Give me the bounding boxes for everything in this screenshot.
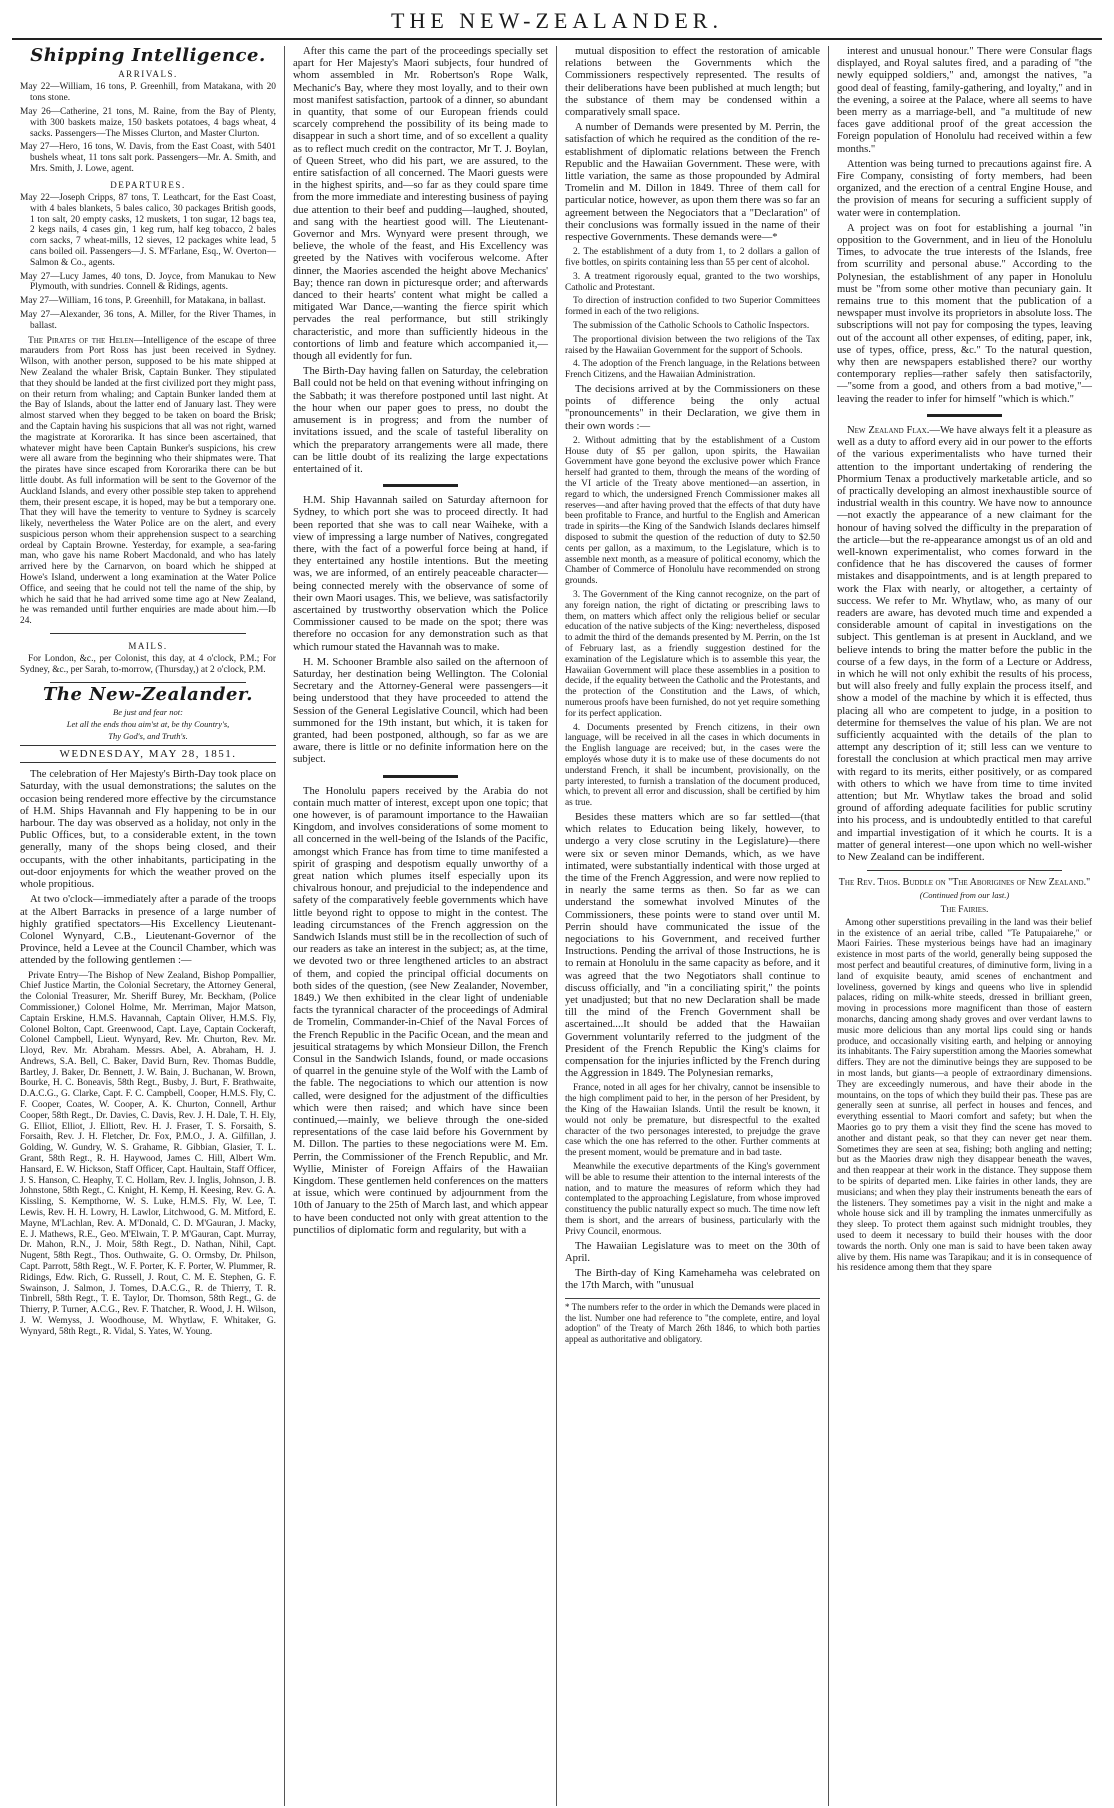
divider (50, 682, 246, 683)
departures-list (20, 193, 276, 332)
divider (867, 870, 1062, 871)
departure-item: May 22—Joseph Cripps, 87 tons, T. Leathcart, for the East Coast, with 4 bales blankets, 5 bales calico, 30 packages British goods, 1 ton salt, 20 empty casks, 12 muskets, 1 ton sugar, 12 bags tea, 2 kegs nails, 4 cases gin, 1 keg rum, half keg tobacco, 2 bales corn sacks, 7 wheat-mills, 12 sieves, 12 packages white lead, 5 cans boiled oil. Passengers—J. S. M'Farlane, Esq., W. Overton—Salmon & Co., agents. (20, 192, 276, 268)
demands-list: 2. The establishment of a duty from 1, to 2 dollars a gallon of five bottles, on spirits containing less than 55 per cent of alcohol. 3. A treatment rigorously equal, granted to the two worships, Catholic and Protestant. To direction of instruction confided to two Superior Committees formed in each of the two religions. The submission of the Catholic Schools to Catholic Inspectors. The proportional division between the two religions of the Tax raised by the Hawaiian Government for the support of Schools. 4. The adoption of the French language, in the Relations between French Citizens, and the Hawaiian Administration. (565, 247, 820, 381)
arrivals-list (20, 82, 276, 174)
mails-text: For London, &c., per Colonist, this day, at 4 o'clock, P.M.; For Sydney, &c., per Sarah, to-morrow, (Thursday,) at 2 o'clock, P.M. (20, 654, 276, 676)
arrival-item: May 26—Catherine, 21 tons, M. Raine, from the Bay of Plenty, with 300 baskets maize, 150 baskets potatoes, 4 bags wheat, 4 sacks. Passengers—The Misses Clurton, and Master Clurton. (20, 107, 276, 139)
fairies-heading: The Fairies. (940, 904, 989, 915)
fairies-text: Among other superstitions prevailing in the land was their belief in the existence of an aerial tribe, called "Te Patupaiarehe," or Maori Fairies. These mysterious beings have had an imaginary existence in most parts of the world, generally being supposed the most perfect and beautiful creatures, of diminutive form, living in a land of exquisite beauty, amid scenes of enchantment and loveliness, governed by kings and queens who live in splendid palaces, riding on milk-white steeds, dressed in brilliant green, moving in processions more magnificent than those of eastern monarchs, dancing among shady groves and over verdant lawns to music more delicious than any mortal lips could sing or hands produce, and occasionally visiting earth, and helping or annoying its inhabitants. The Fairy superstition among the Maories somewhat differs. They are not the diminutive beings they are supposed to be in most lands, but giants—a people of extraordinary dimensions. They are exceedingly numerous, and have their abode in the mountains, on the tops of which they build their pas. These pas are generally seen at sunrise, all perfect in houses and fences, and everything essential to Maori comfort and safety; but when the Maories go to pry them a visit they find the scene has moved to another and distant peak, so that they can never get near them. Sometimes they are seen at sea, fishing; both angling and netting; but as the Maories draw nigh they disappear beneath the waves, and then reappear at their work in the distance. They suppose them to be spirits of departed men. Like fairies in other lands, they are musicians; and when they play their instruments beneath the ears of the listeners. They sometimes pay a visit in the night and make a whole house sick and ill by trampling the inmates unmercifully as they sleep. To protect them against such midnight troubles, they used to deem it necessary to build their houses with the door towards the north. Only one man is said to have been taken away alive by them. His name was Tarapikau; and it is in consequence of his residence among them that they spare (837, 917, 1092, 1274)
shipping-title: Shipping Intelligence. (30, 46, 266, 66)
motto-line: Be just and fear not: (113, 707, 183, 718)
newspaper-page (12, 6, 1102, 1796)
lead-paragraph: At two o'clock—immediately after a parade of the troops at the Albert Barracks in presence of a large number of highly gratified spectators—His Excellency Lieutenant-Colonel Wynyard, C.B., Lieutenant-Governor of the Province, held a Levee at the Council Chamber, which was attended by the following gentlemen :— (20, 894, 276, 967)
paragraph: Attention was being turned to precautions against fire. A Fire Company, consisting of forty members, had been organized, and the erection of a central Engine House, and the provision of means for securing a sufficient supply of water were in contemplation. (837, 158, 1092, 219)
paragraph: interest and unusual honour." There were Consular flags displayed, and Royal salutes fired, and a parading of "the newly equipped soldiers," and, amongst the natives, "a good deal of feasting, family-gathering, and loyalty," and in the evening, a soiree at the Palace, where all seems to have been merry as a marriage-bell, and "a multitude of new faces gave additional proof of the great accession the Foreign population of Honolulu had received within a few months." (837, 46, 1092, 155)
dateline: WEDNESDAY, MAY 28, 1851. (20, 745, 276, 763)
divider (50, 633, 246, 634)
departure-item: May 27—Alexander, 36 tons, A. Miller, for the River Thames, in ballast. (20, 309, 276, 331)
rev-subheading: (Continued from our last.) (919, 890, 1010, 901)
column-3 (556, 46, 828, 1806)
paragraph: The Hawaiian Legislature was to meet on the 30th of April. (565, 1240, 820, 1264)
paragraph: Besides these matters which are so far settled—(that which relates to Education being likely, however, to undergo a very close scrutiny in the Legislature)—there were six or seven minor Demands, which, as we have intimated, were substantially indentical with those urged at the time of the French Aggression, and were now replied to in nearly the same terms as then. So far as we can understand the somewhat involved Minutes of the Commissioners, these points were to stand over until M. Perrin should have communicated the issue of the negociations to his Government, and received further Instructions. Pending the arrival of those Instructions, he is to remain at Honolulu in the same capacity as before, and it was agreed that the two Negotiators shall continue to discuss officially, and "in a conciliating spirit," the points yet unadjusted; but that no new Declaration shall be made till the mind of the French Government shall be ascertained....It should be added that the Hawaiian Government voluntarily referred to the judgment of the President of the French Republic the King's claims for compensation for the injuries inflicted by the French during the Aggression in 1849. The Polynesian remarks, (565, 811, 820, 1080)
rev-heading: The Rev. Thos. Buddle on "The Aborigines of New Zealand." (838, 877, 1091, 889)
paragraph: H. M. Schooner Bramble also sailed on the afternoon of Saturday, her destination being Wellington. The Colonial Secretary and the Attorney-General were passengers—it being understood that they have proceeded to attend the Session of the General Legislative Council, which had been summoned for the 19th instant, but which, it is taken for granted, had been postponed, although, so far as we are aware, there is little or no definite information here on the subject. (293, 656, 548, 766)
paragraph: The Birth-Day having fallen on Saturday, the celebration Ball could not be held on that evening without infringing on the Sabbath; it was therefore postponed until last night. At the hour when our paper goes to press, no doubt the amusement is in progress; and from the number of invitations issued, and the scale of tasteful liberality on which the preparatory arrangements were all made, there can be little doubt of its realizing the large expectations entertained of it. (293, 366, 548, 475)
departure-item: May 27—Lucy James, 40 tons, D. Joyce, from Manukau to New Plymouth, with sundries. Connell & Ridings, agents. (20, 271, 276, 293)
paragraph: mutual disposition to effect the restoration of amicable relations between the Governments which the Commissioners respectively represented. The results of their deliberations have been published at much length; but the substance of them may be condensed within a comparatively small space. (565, 46, 820, 119)
motto-line: Thy God's, and Truth's. (108, 731, 188, 742)
masthead: THE NEW-ZEALANDER. (12, 6, 1102, 40)
flax-heading: New Zealand Flax. (847, 424, 930, 436)
departures-label: DEPARTURES. (110, 179, 186, 190)
paragraph: The decisions arrived at by the Commissioners on these points of difference being the only actual "pronouncements" in their Declaration, we give them in their own words :— (565, 384, 820, 432)
paragraph: A project was on foot for establishing a journal "in opposition to the Government, and in lieu of the Honolulu Times, to advocate the true interests of the Islands, free from scurrility and personal abuse." According to the Polynesian, the establishment of any paper in Honolulu must be "from some other motive than pecuniary gain. It remains true to this moment that the publication of a newspaper must involve its proprietors in absolute loss. The subscriptions will not pay for composing the types, leaving out of the account all other expenses, of editing, paper, ink, use of types, office, press, &c." To the natural question, why then are newspapers established there? our worthy contemporary replies—rather safely then satisfactorily,—"some from a good, and others from a bad motive,"—leaving the reader to infer for himself "which is which." (837, 222, 1092, 405)
declaration-list: 2. Without admitting that by the establishment of a Custom House duty of $5 per gallon, upon spirits, the Hawaiian Government have gone beyond the exclusive power which France herself had granted to them, through the means of the wording of the VI article of the Treaty above mentioned—an assertion, in regard to which, the undersigned French Commissioner makes all reserves—and after having proved that the effects of that duty have been profitable to France, and hurtful to the English and American trade in spirits—the King of the Sandwich Islands declares himself disposed to submit the question of the reduction of duty to $2.50 cents per gallon, as a maximum, to the Legislature, which is to assemble next month, as a measure of political economy, which the Chamber of Commerce of Honolulu have recommended on strong grounds. 3. The Government of the King cannot recognize, on the part of any foreign nation, the right of dictating or prescribing laws to them, on matters which affect only the religious belief or secular education of the native subjects of the King: nevertheless, disposed to admit the third of the demands presented by M. Perrin, on the 1st of February last, as a friendly suggestion destined for the examination of the Legislature which is to assemble this year, the Hawaiian Government will place these assemblies in a position to decide, if the equality between the Catholic and the Protestants, and the protection of the Constitution and the Laws, of which, numerous proofs have been furnished, do not yet require something for its perfect application. 4. Documents presented by French citizens, in their own language, will be received in all the cases in which documents in the English language are received; but, in the cases were the employés whose duty it is to make use of these documents do not understand French, it shall be incumbent, provisionally, on the party interested, to furnish a translation of the document produced, which, to prevent all error and discussion, shall be certified by him as true. (565, 435, 820, 809)
arrivals-label: ARRIVALS. (118, 69, 178, 80)
arrival-item: May 27—Hero, 16 tons, W. Davis, from the East Coast, with 5401 bushels wheat, 11 tons salt pork. Passengers—Mr. A. Smith, and Mrs. Smith, J. Lowe, agent. (20, 142, 276, 174)
paragraph: A number of Demands were presented by M. Perrin, the satisfaction of which he required as the condition of the re-establishment of diplomatic relations between the French Republic and the Hawaiian Government. These were, with little variation, the same as those propounded by Admiral Tromelin and M. Dillon in 1849. Three of them call for particular notice, however, as upon them there was so far an agreement between the Negociators that a "Declaration" of their conclusions was formally issued in the name of their respective Governments. These demands were—* (565, 122, 820, 244)
paper-title: The New-Zealander. (42, 683, 254, 705)
pirates-heading: The Pirates of the Helen (28, 335, 134, 346)
polynesian-quote: France, noted in all ages for her chivalry, cannot be insensible to the high compliment paid to her, in the person of her President, by the King of the Hawaiian Islands. Until the result be known, it would not only be premature, but disrespectful to the exalted character of the two personages interested, to prejudge the grave case which the one has referred to the other. Further comments at the present moment, would be premature and in bad taste. Meanwhile the executive departments of the King's government will be able to resume their attention to the internal interests of the nation, and to mature the measures of reform which they had contemplated to the approaching Legislature, from whose improved constituency the public naturally expect so much. The time now left them is short, and the arrears of business, particularly with the Privy Council, enormous. (565, 1083, 820, 1237)
levee-list: Private Entry—The Bishop of New Zealand, Bishop Pompallier, Chief Justice Martin, the Colonial Secretary, the Attorney General, the Colonial Treasurer, Mr. Sheriff Burey, Mr. Beckham, (Police Commissioner,) Colonel Holme, Mr. Merriman, Major Matson, Captain Erskine, H.M.S. Havannah, Captain Oliver, H.M.S. Fly, Colonel Bolton, Capt. Greenwood, Capt. Laye, Captain Cockeraft, Colonel Campbell, Lieut. Wynyard, Rev. Mr. Churton, Rev. Mr. Lloyd, Rev. Mr. Abraham. Messrs. Abel, A. Abraham, H. J. Andrews, S.A. Bell, C. Baker, David Burn, Rev. Thomas Buddle, Bartley, J. Baker, Dr. Bennett, J. W. Bain, J. Buchanan, W. Brown, Bourke, H. C. Boneavis, 58th Regt., Busby, J. Burt, F. Brathwaite, D.A.C.G., G. Clarke, Capt. F. C. Campbell, Cooper, H.M.S. Fly, C. F. Cooper, Coates, W. Cooper, A. K. Churton, Connell, Arthur Cooper, 58th Regt., Dr. Davies, C. Davis, Rev. J. H. Dale, T. H. Ely, G. Elliot, Elliot, J. Elliott, Rev. H. J. Fraser, T. S. Forsaith, S. Forsaith, Rev. J. H. Fletcher, Dr. Fox, P.M.O., J. A. Gilfillan, J. Golding, W. Gundry, W. S. Grahame, R. Gibbian, Glasier, T. L. Grant, 58th Regt., R. H. Haywood, James C. Hill, Albert Wm. Hansard, E. W. Hickson, Staff Officer, Capt. Haultain, Staff Officer, J. S. Hanson, C. Heaphy, T. C. Hollam, Rev. J. Inglis, Johnson, J. B. Johnstone, 58th Regt., C. Knight, H. Kemp, H. Keesing, Rev. G. A. Kissling, S. Kempthorne, W. S. Luke, H.M.S. Fly, W. Lee, T. Lewis, Rev. H. H. Lowry, H. Lawlor, Litchwood, G. M. Mitford, E. Mayne, M'Lachlan, Rev. A. M'Donald, C. D. M'Gauran, J. Macky, E. J. Mathews, R.E., Geo. M'Elwain, T. P. M'Gauran, Capt. Murray, Dr. Mahon, R.N., J. Moir, 58th Regt., D. Nathan, Nihil, Capt. Nugent, 58th Regt., Thos. Outhwaite, G. O. Ormsby, Dr. Philson, Capt. Parrott, 58th Regt., W. F. Porter, K. F. Porter, W. Plummer, R. Ridings, Edw. Rich, G. Russell, J. Rout, C. M. E. Stephen, G. F. Swainson, J. Salmon, J. Tomes, D.A.C.G., R. de Thierry, T. R. Tinbrell, 58th Regt., T. E. Taylor, Dr. Thomson, 58th Regt., G. de Thierry, P. Turner, A.C.G., Rev. F. Thatcher, R. Wood, J. H. Wilson, J. W. Wemyss, J. Woodhouse, M. Whytlaw, F. Whitaker, G. Wynyard, 58th Regt., R. Vidal, S. Yates, W. Young. (20, 970, 276, 1337)
motto-line: Let all the ends thou aim'st at, be thy Country's, (66, 719, 230, 730)
flax-article (837, 425, 1092, 864)
paragraph: The Birth-day of King Kamehameha was celebrated on the 17th March, with "unusual (565, 1267, 820, 1292)
divider (383, 484, 458, 487)
columns (12, 46, 1102, 1806)
departure-item: May 27—William, 16 tons, P. Greenhill, for Matakana, in ballast. (20, 296, 266, 307)
paragraph: The Honolulu papers received by the Arabia do not contain much matter of interest, except upon one topic; that one however, is of paramount importance to the Hawaiian Kingdom, and involves considerations of some moment to all concerned in the well-being of the Islands of the Pacific, amongst which France has from time to time manifested a spirit of grasping and despotism equally unworthy of a great nation which plumes itself especially upon its chivalrous honour, and prejudicial to the independence and safety of the comparatively feeble governments which have little beyond right to oppose to might in the contest. The leading circumstances of the French aggression on the Sandwich Islands must still be in the recollection of such of our readers as take an interest in the subject; as, at the time, we devoted two or three lengthened articles to an abstract of them, and copied the principal official documents on both sides of the question, (see New Zealander, November, 1849.) We then exhibited in the clear light of undeniable facts the tyrannical character of the proceedings of Admiral de Tromelin, Commander-in-Chief of the Naval Forces of the French Republic in the Pacific Ocean, and the mean and jesuitical stratagems by which Monsieur Dillon, the French Consul in the Sandwich Islands, found, or made occasions of quarrel in the genuine style of the Wolf with the Lamb of the fable. The negociations to which our attention is now called, were designed for the adjustment of the difficulties which were then raised; and which have since been continued,—mainly, we believe through the one-sided representations of the case laid before his Government by M. Dillon. The parties to these negociations were M. Em. Perrin, the Commissioner of the French Republic, and Mr. Wyllie, Minister of Foreign Affairs of the Hawaiian Kingdom. These gentlemen held conferences on the matters at issue, which were continued by adjournment from the 10th of January to the 25th of March last, and which appear to have been conducted not only with great attention to the punctilios of diplomatic form and regularity, but with a (293, 785, 548, 1236)
paragraph: H.M. Ship Havannah sailed on Saturday afternoon for Sydney, to which port she was to proceed directly. It had been reported that she was to call near Waiheke, with a view of impressing a large number of Natives, congregated there, with the fact of a powerful force being at hand, if they entertained any hostile intentions. But the meeting was, we are informed, of an entirely peaceable character—being connected merely with the observance of some of their own Maori usages. This, we believe, was satisfactorily ascertained by trustworthy observation which the Police Commissioner caused to be made on the spot; there was therefore no occasion for any demonstration such as that which rumour stated the Havannah was to make. (293, 495, 548, 653)
mails-heading: MAILS. (128, 641, 168, 652)
column-1 (12, 46, 284, 1806)
pirates-text: —Intelligence of the escape of three marauders from Port Ross has just been received in Sydney. Wilson, with another person, supposed to be his mate shipped at New Zealand the whaler Brisk, Captain Bunker. They stipulated that they should be landed at the first civilized port they might pass, on their return from whaling; and Captain Bunker landed them at the Bay of Islands, about the latter end of January last. They were almost starved when they begged to be taken on board the Brisk; and the Captain having his suspicions that all was not right, warned the magistrate at Kororarika. It has since been ascertained, that whatever might have been Captain Bunker's suspicions, his crew were all aware from the beginning who their shipmates were. That the pirates have since escaped from Kororarika there can be but little doubt. As full information will be sent to the Governor of the Auckland Islands, and every other possible step taken to apprehend them, their present escape, it is hoped, may be but a temporary one. That they will have the temerity to venture to Sydney is scarcely likely, nevertheless the Water Police are on the alert, and every suspicious person whom their apprehension suspect to a searching ordeal by Captain Browne. Yesterday, for example, a sea-faring man, who gave his name Robert Macdonald, and who has lately arrived here by the Carnarvon, on board which he shipped at Howe's Island, underwent a long examination at the Water Police Office, and seeing that he could not tell the name of the ship, by which he said that he had arrived some time ago at New Zealand, he was remanded until further enquiries are made about him.—Ib 24. (20, 335, 276, 627)
divider (383, 775, 458, 778)
lead-paragraph: The celebration of Her Majesty's Birth-Day took place on Saturday, with the usual demonstrations; the salutes on the occasion being rendered more effective by the circumstance of H.M. Ships Havannah and Fly happening to be in our harbour. The day was observed as a holiday, not only in the Public Offices, but, to a considerable extent, in the town generally, many of the shops being closed, and their occupants, with the other inhabitants, participating in the out-door enjoyments for which the weather proved on the whole propitious. (20, 769, 276, 891)
divider (927, 414, 1002, 417)
footnote: * The numbers refer to the order in which the Demands were placed in the list. Number one had reference to "the complete, entire, and loyal adoption" of the Treaty of March 26th 1846, to which both parties appeal as authoritative and obligatory. (565, 1298, 820, 1344)
paragraph: After this came the part of the proceedings specially set apart for Her Majesty's Maori subjects, four hundred of whom assembled in Mr. Robertson's Rope Walk, Mechanic's Bay, where they most loyally, and to their own most manifest satisfaction, partook of a dinner, so abundant in quantity, that some of our European friends could scarcely comprehend the possibility of its being made to disappear in such a short time, and of so excellent a quality as to reflect much credit on the contractor, Mr T. J. Boylan, of Queen Street, who did his part, we are assured, to the entire satisfaction of all concerned. The Maori guests were in the highest spirits, and—so far as they could spare time from the more immediate and interesting business of paying due attention to their beef and pudding—laughed, shouted, and sang with the heartiest good will. The Lieutenant-Governor and Mrs. Wynyard were present through, we believe, the whole of the feast, and His Excellency was greeted by the Natives with vociferous welcome. After dinner, the Maories ascended the height above Mechanics' Bay; thence ran down in picturesque order; and afterwards danced to their hearts' content what might be called a mitigated War Dance,—wanting the fierce spirit which pervades the real performance, but still strikingly characteristic, and more than sufficiently hideous in the contortions of limb and feature which accompanied it,—though all evidently for fun. (293, 46, 548, 363)
column-4 (828, 46, 1100, 1806)
flax-text: —We have always felt it a pleasure as well as a duty to afford every aid in our power to the efforts of the various experimentalists who have turned their attention to the important undertaking of rendering the Phormium Tenax a productively marketable article, and so of practically developing an almost inexhaustible source of industrial wealth in this country. We have now to announce—not exactly the appearance of a new claimant for the honour of having solved the difficulty in the preparation of the article—but the re-appearance amongst us of an old and well-known experimentalist, who comes forward in the confidence that he has discovered the causes of former mistakes and disappointments, and is at length prepared to work the Flax with nearly, or altogether, a certainty of success. We refer to Mr. Whytlaw, who, as many of our readers are aware, has devoted much time and expended a considerable amount of capital in investigations on the subject. This gentleman is at present in Auckland, and we believe intends to bring the matter before the public in the course of a few days, in the form of a Lecture or Address, in which he will not only exhibit the results of his process, but will also freely and fully explain the process itself, and show a model of the machine by which it is effected, thus placing all who are competent to judge, in a position to determine for themselves the value of his plan. We are not sufficiently acquainted with the details of the plan to attempt any description of it; still less can we venture to forestall the conclusion at which practical men may arrive with regard to its merits, either positively, or as compared with others to which we have from time to time invited attention; but Mr. Whytlaw takes the broad and solid ground of affording adequate facilities for public scrutiny into his process, and is undoubtedly entitled to that careful and impartial investigation of it which he courts. It is a matter of general interest—one upon which no well-wisher to New Zealand can be indifferent. (837, 424, 1092, 863)
arrival-item: May 22—William, 16 tons, P. Greenhill, from Matakana, with 20 tons stone. (20, 82, 276, 104)
pirates-article (20, 336, 276, 628)
column-2 (284, 46, 556, 1806)
